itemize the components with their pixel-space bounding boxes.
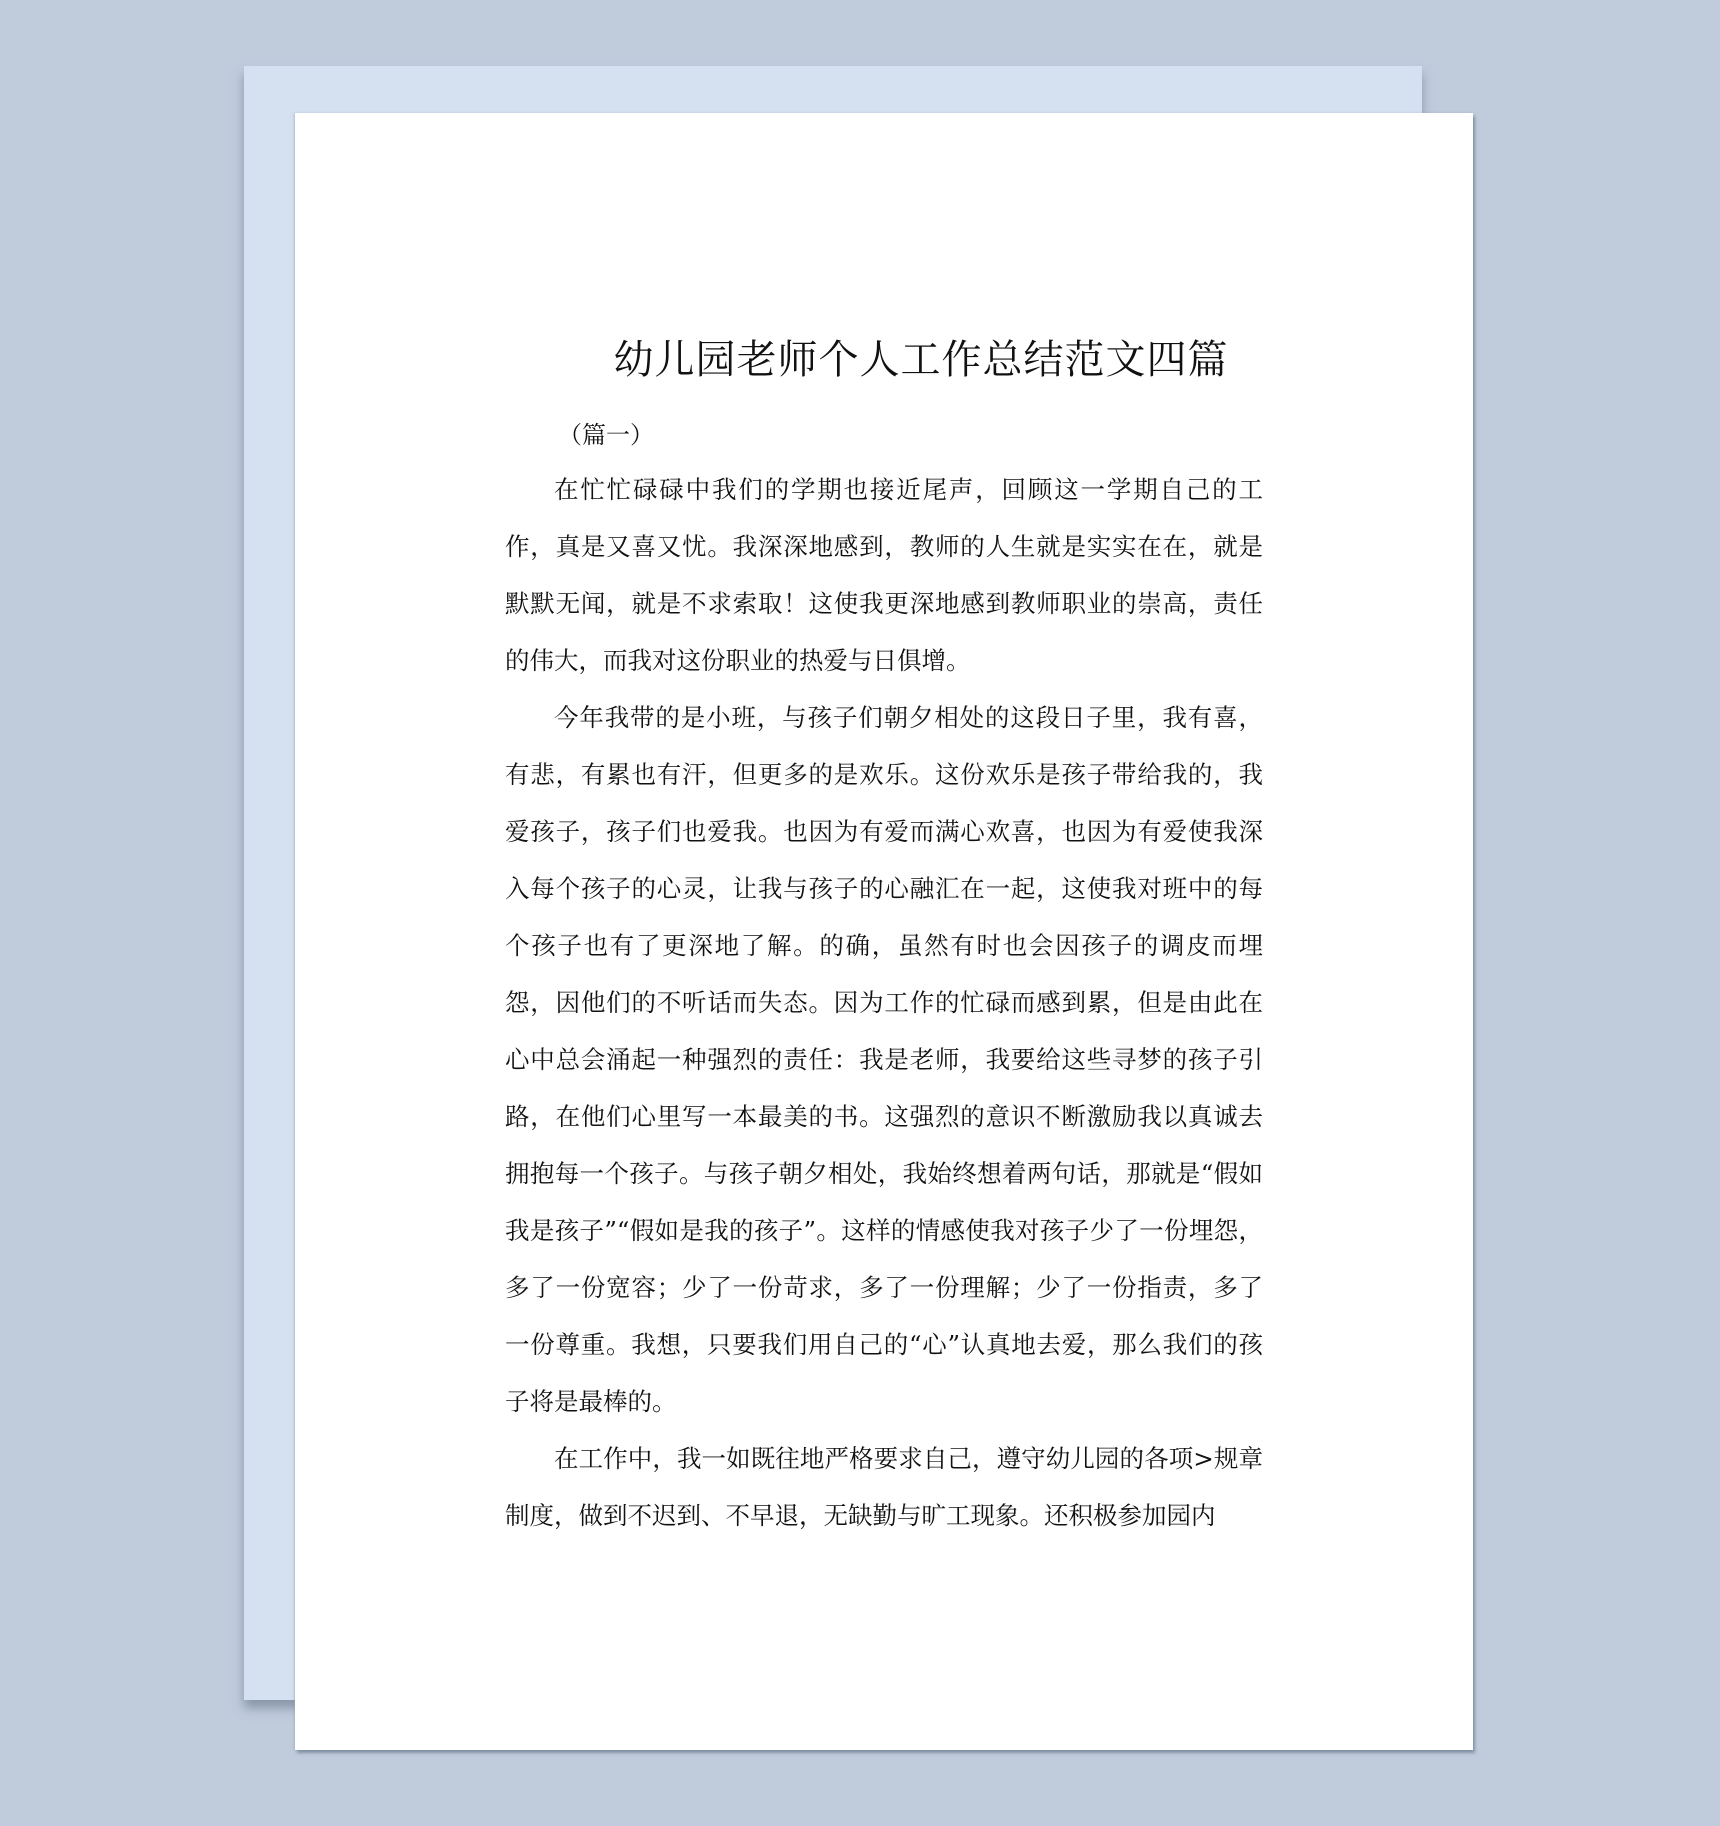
section-label: （篇一）: [558, 421, 654, 449]
document-title: 幼儿园老师个人工作总结范文四篇: [613, 336, 1229, 383]
paragraph-2: 今年我带的是小班，与孩子们朝夕相处的这段日子里，我有喜，有悲，有累也有汗，但更多的是欢乐。这份欢乐是孩子带给我的，我爱孩子，孩子们也爱我。也因为有爱而满心欢喜，也因为有爱使我深入每个孩子的心灵，让我与孩子的心融汇在一起，这使我对班中的每个孩子也有了更深地了解。的确，虽然有时也会因孩子的调皮而埋怨，因他们的不听话而失态。因为工作的忙碌而感到累，但是由此在心中总会涌起一种强烈的责任：我是老师，我要给这些寻梦的孩子引路，在他们心里写一本最美的书。这强烈的意识不断激励我以真诚去拥抱每一个孩子。与孩子朝夕相处，我始终想着两句话，那就是“假如我是孩子”“假如是我的孩子”。这样的情感使我对孩子少了一份埋怨，多了一份宽容；少了一份苛求，多了一份理解；少了一份指责，多了一份尊重。我想，只要我们用自己的“心”认真地去爱，那么我们的孩子将是最棒的。: [505, 703, 1263, 1416]
document-page: [295, 113, 1473, 1750]
paragraph-3: 在工作中，我一如既往地严格要求自己，遵守幼儿园的各项>规章制度，做到不迟到、不早退，无缺勤与旷工现象。还积极参加园内: [505, 1444, 1263, 1530]
document-body: [505, 461, 1263, 1544]
paragraph-1: 在忙忙碌碌中我们的学期也接近尾声，回顾这一学期自己的工作，真是又喜又忧。我深深地感到，教师的人生就是实实在在，就是默默无闻，就是不求索取！这使我更深地感到教师职业的崇高，责任的伟大，而我对这份职业的热爱与日俱增。: [505, 475, 1263, 675]
